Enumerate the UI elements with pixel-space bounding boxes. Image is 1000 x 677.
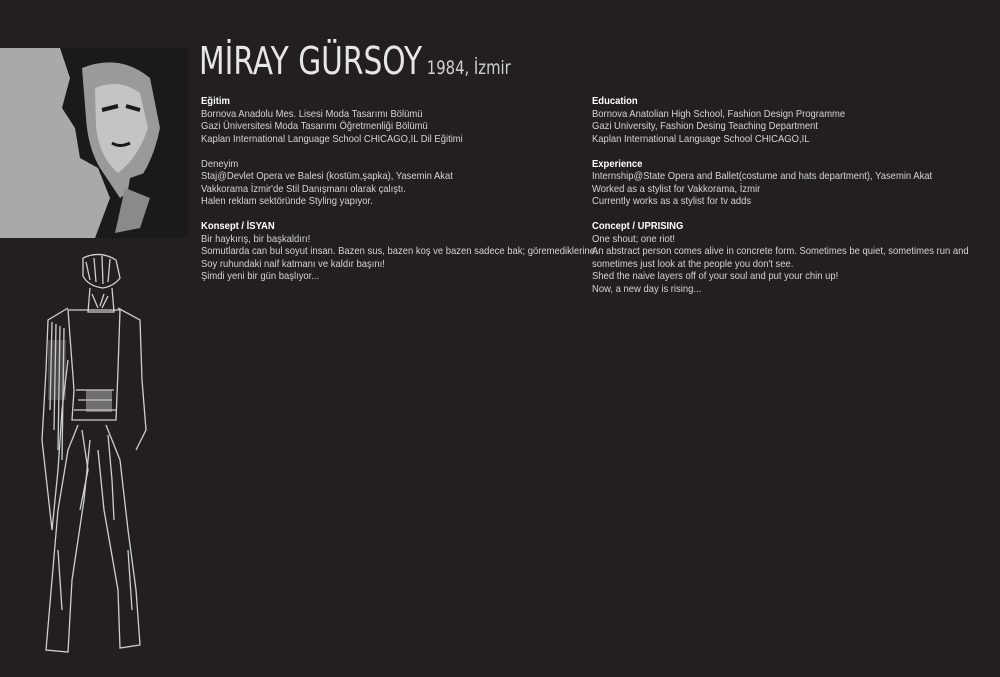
section-line: An abstract person comes alive in concrete form. Sometimes be quiet, sometimes run and xyxy=(592,245,969,257)
section-line: Soy ruhundaki naif katmanı ve kaldır başını! xyxy=(201,257,385,270)
section-line: Now, a new day is rising... xyxy=(592,282,702,295)
section-line: One shout; one riot! xyxy=(592,232,676,245)
birth-info: 1984, İzmir xyxy=(426,57,511,79)
section-education-tr xyxy=(201,95,591,145)
fashion-sketch xyxy=(28,250,158,660)
section-experience-tr xyxy=(201,158,591,208)
turkish-column xyxy=(201,95,598,283)
portrait-image xyxy=(0,48,188,238)
section-concept-tr xyxy=(201,220,598,283)
section-line: Internship@State Opera and Ballet(costume and hats department), Yasemin Akat xyxy=(592,170,933,182)
section-line: Bir haykırış, bir başkaldırı! xyxy=(201,232,311,245)
section-line: Worked as a stylist for Vakkorama, İzmir xyxy=(592,182,761,195)
section-line: Bornova Anatolian High School, Fashion Design Programme xyxy=(592,107,846,120)
section-line: Kaplan International Language School CHICAGO,IL xyxy=(592,132,810,145)
section-line: sometimes just look at the people you don't see. xyxy=(592,257,794,270)
section-heading: Concept / UPRISING xyxy=(592,220,684,232)
section-heading: Education xyxy=(592,95,638,107)
english-column xyxy=(592,95,992,295)
section-line: Shed the naive layers off of your soul and put your chin up! xyxy=(592,270,839,282)
section-education-en xyxy=(592,95,992,145)
name-text: MİRAY GÜRSOY xyxy=(199,39,423,83)
section-line: Gazi University, Fashion Desing Teaching Department xyxy=(592,120,819,132)
section-heading: Konsept / İSYAN xyxy=(201,220,275,232)
section-heading: Experience xyxy=(592,157,643,170)
section-line: Bornova Anadolu Mes. Lisesi Moda Tasarımı Bölümü xyxy=(201,107,423,120)
section-line: Gazi Üniversitesi Moda Tasarımı Öğretmenliği Bölümü xyxy=(201,120,428,132)
figure-illustration xyxy=(28,250,158,660)
section-line: Staj@Devlet Opera ve Balesi (kostüm,şapka), Yasemin Akat xyxy=(201,170,453,182)
section-line: Halen reklam sektöründe Styling yapıyor. xyxy=(201,195,373,207)
section-experience-en xyxy=(592,158,992,208)
section-line: Somutlarda can bul soyut insan. Bazen sus, bazen koş ve bazen sadece bak; göremediklerine. xyxy=(201,245,598,257)
portrait-photo xyxy=(0,48,188,238)
section-heading: Eğitim xyxy=(201,95,230,107)
section-line: Vakkorama İzmir'de Stil Danışmanı olarak çalıştı. xyxy=(201,182,406,195)
section-line: Kaplan International Language School CHICAGO,IL Dil Eğitimi xyxy=(201,132,463,145)
section-line: Şimdi yeni bir gün başlıyor... xyxy=(201,270,320,282)
section-heading: Deneyim xyxy=(201,157,239,170)
designer-name xyxy=(199,38,511,91)
section-concept-en xyxy=(592,220,992,295)
section-line: Currently works as a stylist for tv adds xyxy=(592,195,752,207)
